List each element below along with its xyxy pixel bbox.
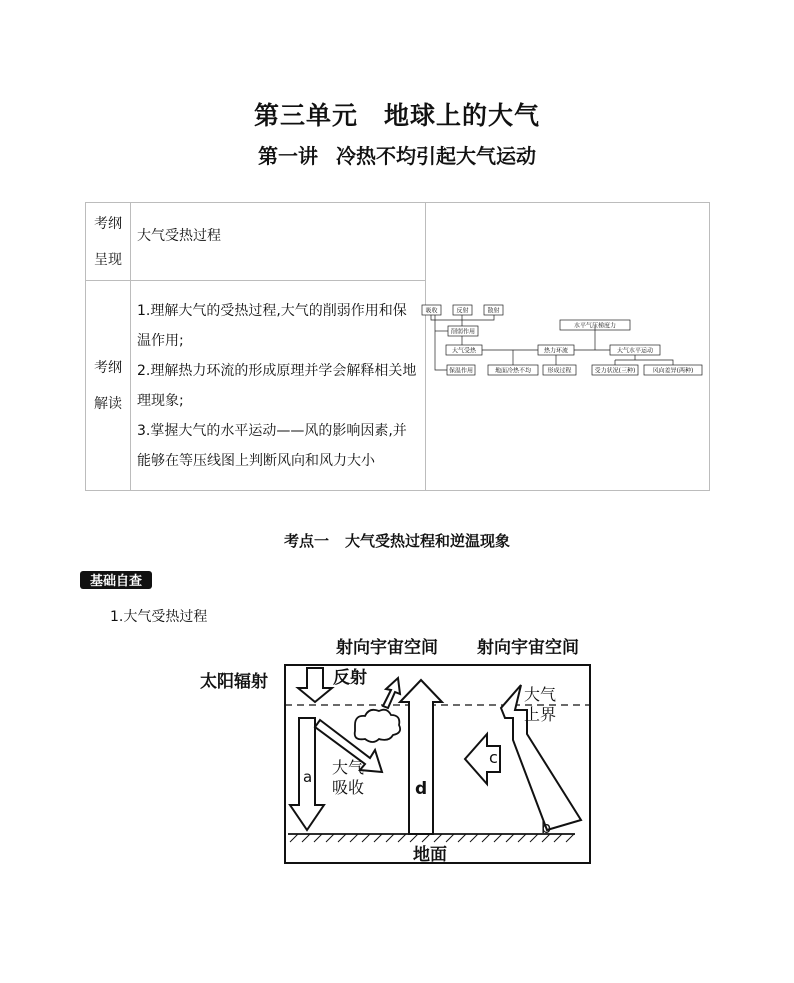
mm-absorb: 吸收 <box>425 307 438 315</box>
label-line: 呈现 <box>94 251 122 268</box>
label-line: 考纲 <box>94 359 122 376</box>
section-number: 考点一 <box>283 532 329 550</box>
basic-review-badge <box>80 570 152 590</box>
badge-text: 基础自查 <box>89 574 143 589</box>
label-a: a <box>303 768 313 786</box>
mm-heating: 大气受热 <box>451 347 477 355</box>
sub-heading: 1.大气受热过程 <box>110 609 208 625</box>
label-space-left: 射向宇宙空间 <box>336 638 438 658</box>
label-line: 考纲 <box>94 215 122 232</box>
label-c: c <box>489 748 498 767</box>
heating-process-diagram <box>195 630 605 866</box>
syllabus-label <box>86 203 131 281</box>
label-space-right: 射向宇宙空间 <box>477 638 579 658</box>
interpretation-item: 3.掌握大气的水平运动——风的影响因素,并能够在等压线图上判断风向和风力大小 <box>137 422 407 469</box>
lecture-title <box>0 140 794 169</box>
syllabus-content: 大气受热过程 <box>131 203 426 281</box>
label-absorb-2: 吸收 <box>332 778 365 797</box>
mm-uneven: 地面冷热不均 <box>494 367 532 375</box>
mm-horizontal: 大气水平运动 <box>616 347 654 355</box>
label-line: 解读 <box>94 395 122 412</box>
ground-hatching <box>290 834 574 842</box>
mm-force: 受力状况(三种) <box>594 367 636 375</box>
mm-weaken: 削弱作用 <box>450 328 476 336</box>
label-solar-radiation: 太阳辐射 <box>200 672 268 692</box>
label-upper-boundary: 上界 <box>524 705 557 724</box>
interpretation-content <box>131 281 426 491</box>
mm-insulate: 保温作用 <box>448 367 474 375</box>
section-title <box>0 530 794 551</box>
unit-name: 地球上的大气 <box>384 101 541 130</box>
mm-process: 形成过程 <box>547 367 572 375</box>
label-reflection: 反射 <box>333 668 367 688</box>
unit-title <box>0 96 794 132</box>
interpretation-label <box>86 281 131 491</box>
lecture-number: 第一讲 <box>258 144 318 168</box>
mm-reflect: 反射 <box>456 307 469 315</box>
mind-map-diagram <box>420 300 710 390</box>
label-d: d <box>415 779 428 799</box>
label-b: b <box>541 818 552 837</box>
solar-radiation-arrow <box>298 668 332 702</box>
arrow-d <box>400 680 442 834</box>
interpretation-item: 1.理解大气的受热过程,大气的削弱作用和保温作用; <box>137 302 407 349</box>
section-name: 大气受热过程和逆温现象 <box>345 532 511 550</box>
mm-wind: 风向差异(两种) <box>652 367 694 375</box>
mm-circulation: 热力环流 <box>543 347 569 355</box>
unit-number: 第三单元 <box>253 101 358 130</box>
cloud-icon <box>355 710 400 742</box>
label-ground: 地面 <box>413 845 447 865</box>
mm-pressure: 水平气压梯度力 <box>573 322 617 330</box>
arrow-reflect <box>383 678 400 708</box>
interpretation-item: 2.理解热力环流的形成原理并学会解释相关地理现象; <box>137 362 417 409</box>
label-atmosphere: 大气 <box>524 685 557 704</box>
label-absorb-1: 大气 <box>332 758 365 777</box>
lecture-name: 冷热不均引起大气运动 <box>336 144 536 168</box>
mm-scatter: 散射 <box>487 307 500 315</box>
